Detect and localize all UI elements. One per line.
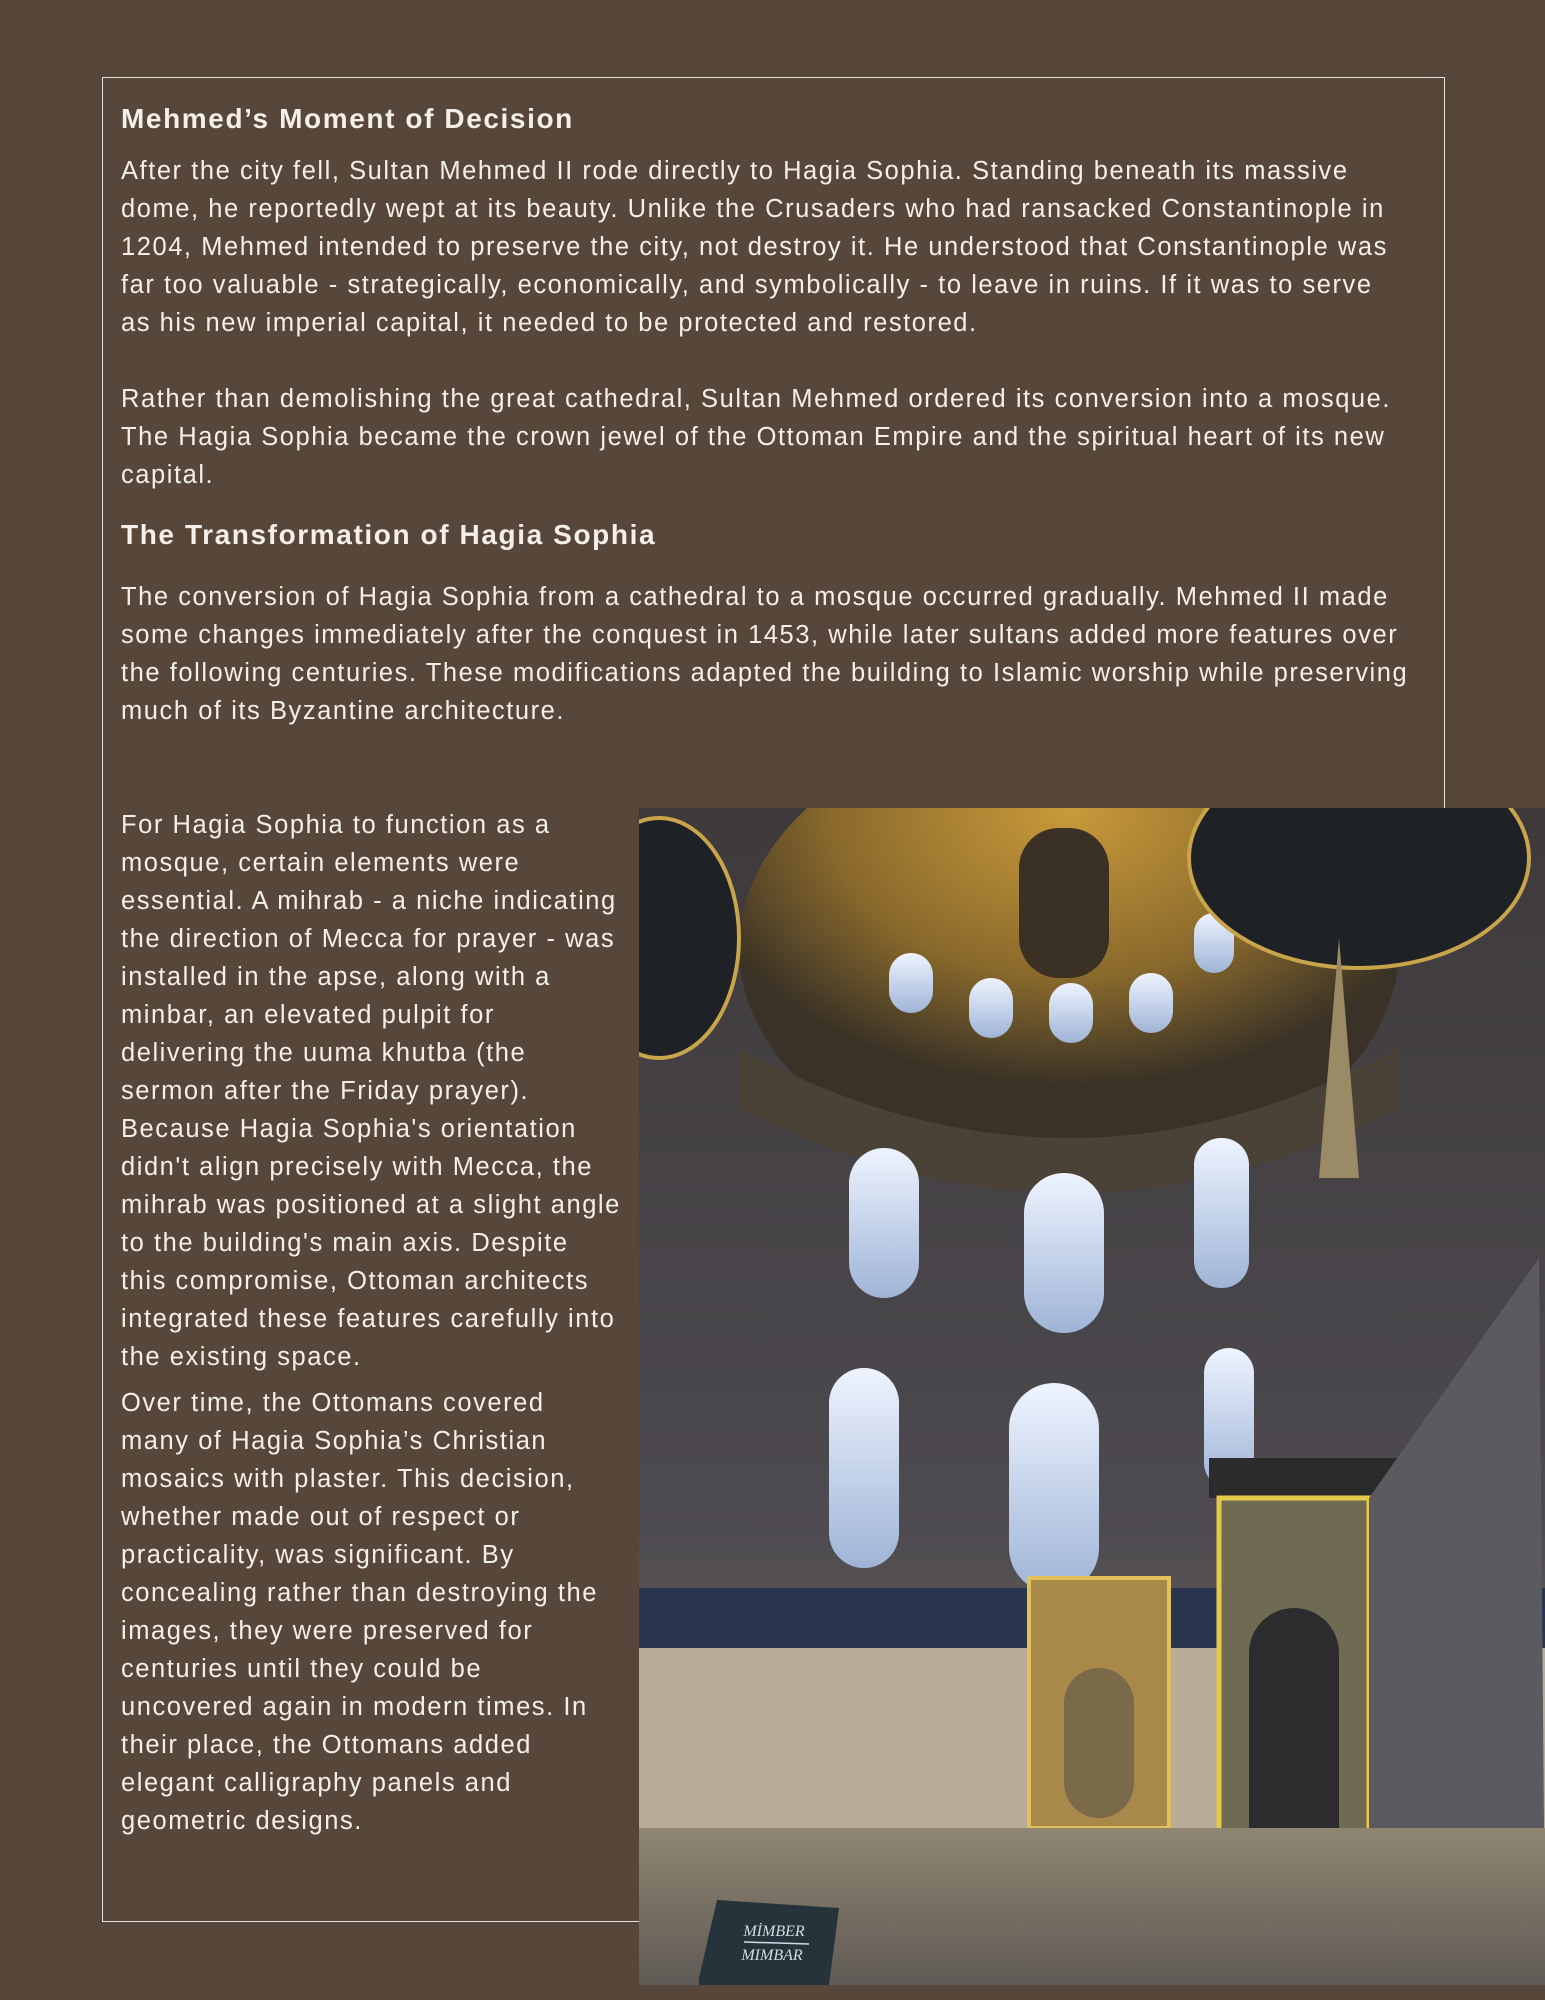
paragraph: After the city fell, Sultan Mehmed II rode directly to Hagia Sophia. Standing beneath its massive dome, he reportedly wept at its beauty. Unlike the Crusaders who had ransacked Constantinople in 1204, Mehmed intended to preserve the city, not destroy it. He understood that Constantinople was far too valuable - strategically, economically, and symbolically - to leave in ruins. If it was to serve as his new imperial capital, it needed to be protected and restored.	[121, 157, 1388, 337]
sign-text: MIMBAR	[741, 1947, 803, 1964]
paragraph: Rather than demolishing the great cathedral, Sultan Mehmed ordered its conversion into a mosque. The Hagia Sophia became the crown jewel of the Ottoman Empire and the spiritual heart of its new capital.	[121, 385, 1392, 489]
top-text-block	[121, 96, 1421, 730]
hagia-sophia-interior-photo	[639, 808, 1545, 1985]
section-heading-transformation: The Transformation of Hagia Sophia	[121, 519, 657, 550]
paragraph: For Hagia Sophia to function as a mosque, certain elements were essential. A mihrab - a niche indicating the direction of Mecca for prayer - was installed in the apse, along with a minbar, an elevated pulpit for delivering the uuma khutba (the sermon after the Friday prayer). Because Hagia Sophia's orientation didn't align precisely with Mecca, the mihrab was positioned at a slight angle to the building's main axis. Despite this compromise, Ottoman architects integrated these features carefully into the existing space.	[121, 811, 621, 1371]
sign-text: MİMBER	[743, 1923, 805, 1940]
minbar-sign	[699, 1900, 839, 1985]
paragraph: The conversion of Hagia Sophia from a cathedral to a mosque occurred gradually. Mehmed II made some changes immediately after the conquest in 1453, while later sultans added more features over the following centuries. These modifications adapted the building to Islamic worship while preserving much of its Byzantine architecture.	[121, 583, 1409, 725]
paragraph: Over time, the Ottomans covered many of Hagia Sophia’s Christian mosaics with plaster. This decision, whether made out of respect or practicality, was significant. By concealing rather than destroying the images, they were preserved for centuries until they could be uncovered again in modern times. In their place, the Ottomans added elegant calligraphy panels and geometric designs.	[121, 1389, 598, 1835]
left-column-text	[121, 806, 621, 1840]
section-heading-mehmed: Mehmed’s Moment of Decision	[121, 103, 574, 134]
